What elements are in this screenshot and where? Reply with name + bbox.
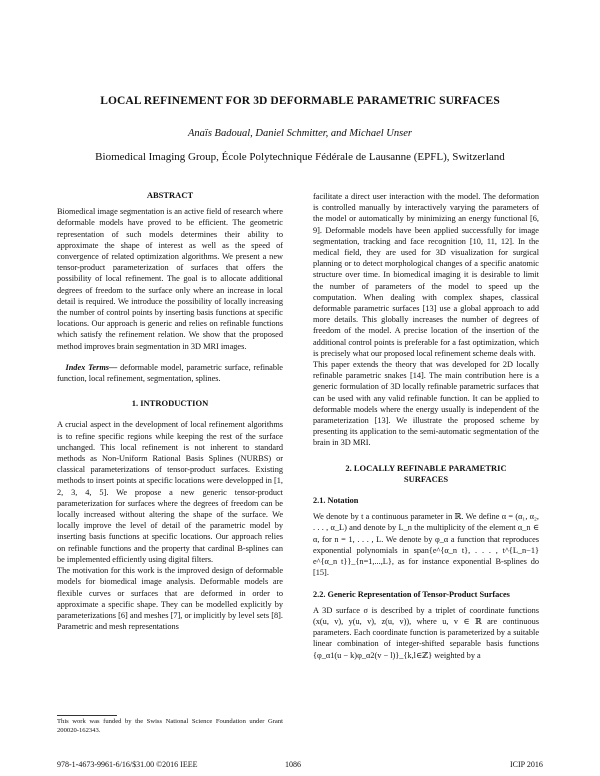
section-2-heading — [313, 463, 539, 485]
index-terms — [57, 362, 283, 384]
right-paragraph-1: facilitate a direct user interaction with the model. The deformation is controlled manually by interactively varying the parameters of the model or automatically by minimizing an energy functional [6, 9]. Deformable models have been applied successfully for image segmentation, tracking and face recognition [10, 11, 12]. In the medical field, they are used for 3D visualization for surgical planning or to detect morphological changes of a specific anatomic structure over time. In biomedical imaging it is desirable to limit the number of parameters of the model to speed up the computation. When dealing with complex shapes, classical deformable parametric surfaces [13] use a global approach to add more details. This globally increases the number of degrees of freedom of the model. A precise location of the insertion of the additional control points is preferable for a fast optimization, which is precisely what our proposed local refinement scheme deals with. — [313, 192, 539, 358]
section-2-1-heading: 2.1. Notation — [313, 496, 359, 506]
footer-page-number: 1086 — [285, 760, 301, 769]
intro-heading: 1. INTRODUCTION — [131, 398, 209, 409]
section-2-heading-line2: SURFACES — [403, 473, 449, 484]
section-2-2-heading: 2.2. Generic Representation of Tensor-Product Surfaces — [313, 589, 510, 599]
footer-isbn: 978-1-4673-9961-6/16/$31.00 ©2016 IEEE — [57, 760, 198, 769]
index-terms-text: deformable model, parametric surface, refinable function, local refinement, segmentation, splines. — [57, 362, 283, 384]
footnote-rule — [57, 715, 117, 716]
section-2-1-text: We denote by t a continuous parameter in ℝ. We define α = (α₁, α₂, . . . , α_L) and denote by L_n the multiplicity of the element α_n ∈ α, for n = 1, . . . , L. We denote by φ_α a function that reproduces exponential polynomials in span{e^{α_n t}, . . . , t^{L_n−1} e^{α_n t}}_{n=1,...,L}, as for instance exponential B-splines do [15]. — [313, 512, 539, 578]
intro-paragraph-2: The motivation for this work is the improved design of deformable models for biomedical image analysis. Deformable models are flexible curves or surfaces that are deformed in order to approximate a specific shape. They can be modelled explicitly by parameterizations [6] and meshes [7], or implicitly by level sets [8]. Parametric and mesh representations — [57, 566, 283, 632]
affiliation: Biomedical Imaging Group, École Polytechnique Fédérale de Lausanne (EPFL), Switzerland — [95, 151, 505, 163]
left-column — [57, 190, 283, 632]
right-paragraph-2: This paper extends the theory that was developed for 2D locally refinable parametric snakes [14]. The main contribution here is a generic formulation of 3D locally refinable parametric surfaces that can be used with any valid refinable function. It can be applied to deformable models where the energy usually is independent of the parameterization [13]. We illustrate the proposed scheme by presenting its application to the semi-automatic segmentation of the brain in 3D MRI. — [313, 360, 539, 448]
paper-title: LOCAL REFINEMENT FOR 3D DEFORMABLE PARAMETRIC SURFACES — [100, 95, 500, 107]
section-2-2-text: A 3D surface σ is described by a triplet of coordinate functions (x(u, v), y(u, v), z(u, v)), where u, v ∈ ℝ are continuous parameters. Each coordinate function is parameterized by a suitable linear combination of integer-shifted separable basis functions {φ_α1(u − k)φ_α2(v − l)}_{k,l∈ℤ} weighted by a — [313, 605, 539, 660]
section-2-heading-line1: 2. LOCALLY REFINABLE PARAMETRIC — [345, 462, 507, 473]
authors: Anaïs Badoual, Daniel Schmitter, and Michael Unser — [188, 128, 412, 139]
abstract-text: Biomedical image segmentation is an active field of research where deformable models have proved to be efficient. The geometric representation of such models determines their ability to approximate the shape of interest as well as the speed of convergence of related optimization algorithms. We present a new tensor-product parameterization of surfaces that offers the possibility of local refinement. The goal is to allocate additional degrees of freedom to the surface only where an increase in local detail is required. We introduce the possibility of locally increasing the number of control points by inserting basis functions at specific locations. Our approach is generic and relies on refinable functions which satisfy the refinement relation. We show that the proposed method improves brain segmentation in 3D MRI images. — [57, 207, 283, 351]
right-column — [313, 191, 539, 661]
abstract-heading: ABSTRACT — [146, 190, 194, 200]
footnote: This work was funded by the Swiss National Science Foundation under Grant 200020-162343. — [57, 718, 283, 734]
footer-conference: ICIP 2016 — [510, 760, 543, 769]
index-terms-label: Index Terms— — [65, 362, 118, 372]
intro-paragraph-1: A crucial aspect in the development of local refinement algorithms is to refine specific regions while keeping the rest of the surface unchanged. This local refinement is not inherent to standard methods as Non-Uniform Rational Basis Splines (NURBS) or classical parameterizations of tensor-product surfaces. Existing methods to insert points at specific locations were developped in [1, 2, 3, 4, 5]. We propose a new generic tensor-product parameterization for surfaces where the degrees of freedom can be locally increased without altering the shape of the surface. We locally improve the level of detail of the parametric model by inserting basis functions at specific locations. Our approach relies on refinable functions and the property that cardinal B-splines can be implemented efficiently using digital filters. — [57, 420, 283, 564]
